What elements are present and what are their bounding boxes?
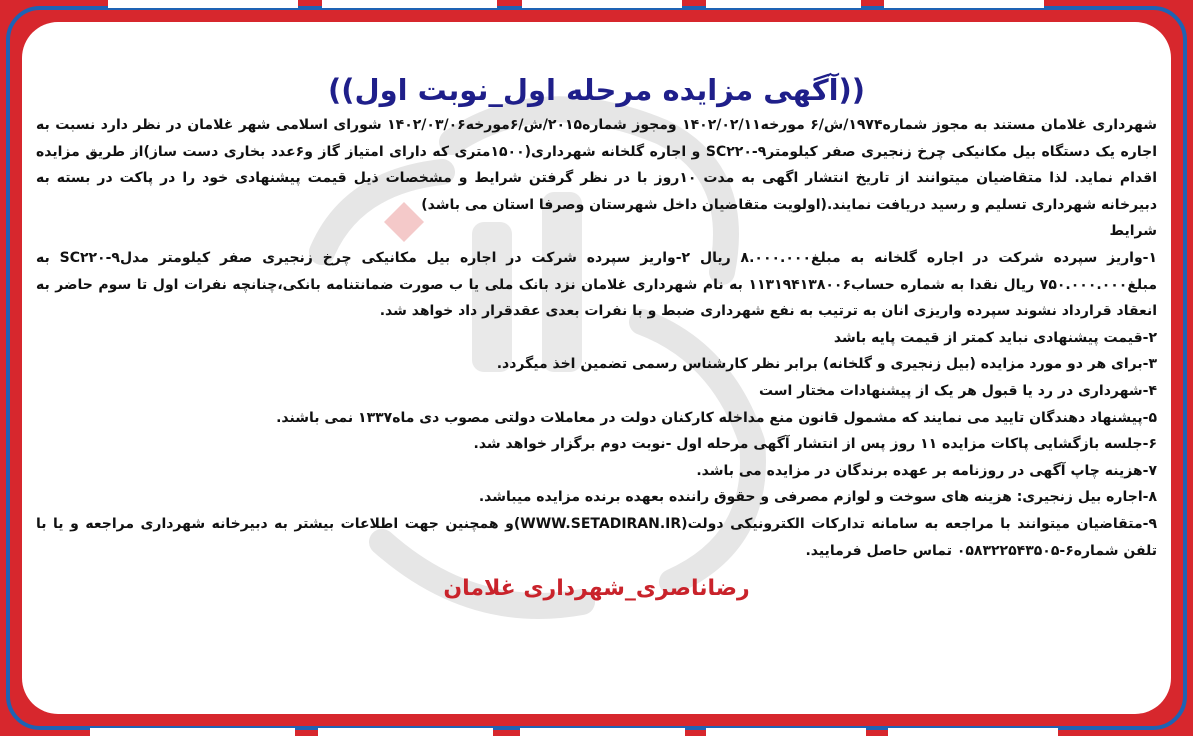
- frame-tab: [884, 0, 1044, 8]
- frame-tab: [108, 0, 298, 8]
- condition-item: ۳-برای هر دو مورد مزایده (بیل زنجیری و گلخانه) برابر نظر کارشناس رسمی تضمین اخذ میگردد.: [496, 356, 1157, 373]
- frame-tab: [706, 728, 866, 736]
- condition-item: ۷-هزینه چاپ آگهی در روزنامه بر عهده برندگان در مزایده می باشد.: [696, 462, 1157, 479]
- conditions-heading: شرایط: [1109, 223, 1157, 240]
- frame-tab: [706, 0, 861, 8]
- condition-item: ۶-جلسه بازگشایی پاکات مزایده ۱۱ روز پس از انتشار آگهی مرحله اول -نوبت دوم برگزار خواهد شد.: [473, 436, 1157, 453]
- frame-tab: [888, 728, 1058, 736]
- notice-intro: شهرداری غلامان مستند به مجوز شماره۱۹۷۴/ش/۶ مورخه۱۴۰۲/۰۲/۱۱ ومجوز شماره۲۰۱۵/ش/۶مورخه۱۴۰۲/۰۳/۰۶ شورای اسلامی شهر غلامان در نظر دارد نسبت به اجاره یک دستگاه بیل مکانیکی چرخ زنجیری صفر کیلومتر۹-SC۲۲۰ و اجاره گلخانه شهرداری(۱۵۰۰متری که دارای امتیاز گاز و۶عدد بخاری دست ساز)از طریق مزایده اقدام نماید. لذا متقاضیان میتوانند از تاریخ انتشار اگهی به مدت ۱۰روز با در نظر گرفتن شرایط و مشخصات ذیل قیمت پیشنهادی خود را در پاکت در بسته به دبیرخانه شهرداری تسلیم و رسید دریافت نمایند.(اولویت متقاضیان داخل شهرستان وصرفا استان می باشد): [36, 117, 1158, 213]
- frame-tab: [520, 728, 685, 736]
- condition-item: ۱-واریز سپرده شرکت در اجاره گلخانه به مبلغ۸.۰۰۰.۰۰۰ ریال ۲-واریز سپرده شرکت در اجاره بیل مکانیکی چرخ زنجیری صفر کیلومتر مدل۹-SC۲۲۰ به مبلغ۷۵۰.۰۰۰.۰۰۰ ریال نقدا به شماره حساب۱۱۳۱۹۴۱۳۸۰۰۶ به نام شهرداری غلامان نزد بانک ملی یا ب صورت ضمانتنامه بانکی،چنانچه نفرات اول تا سوم حاضر به انعقاد قرارداد نشوند سپرده واریزی انان به ترتیب به نفع شهرداری ضبط و با نفرات بعدی عقدقرار داد خواهد شد.: [36, 249, 1158, 320]
- frame-tab: [90, 728, 295, 736]
- notice-signature: رضاناصری_شهرداری غلامان: [443, 576, 750, 602]
- frame-tab: [522, 0, 682, 8]
- condition-item: ۹-متقاضیان میتوانند با مراجعه به سامانه تدارکات الکترونیکی دولت(WWW.SETADIRAN.IR)و همچنین جهت اطلاعات بیشتر به دبیرخانه شهرداری مراجعه و یا با تلفن شماره۶-۰۵۸۳۲۲۵۴۳۵۰۵ تماس حاصل فرمایید.: [36, 515, 1157, 559]
- condition-item: ۵-پیشنهاد دهندگان تایید می نمایند که مشمول قانون منع مداخله کارکنان دولت در معاملات دولتی مصوب دی ماه۱۳۳۷ نمی باشند.: [276, 409, 1157, 426]
- condition-item: ۴-شهرداری در رد یا قبول هر یک از پیشنهادات مختار است: [758, 382, 1157, 399]
- notice-content: [36, 70, 1157, 606]
- frame-tab: [322, 0, 497, 8]
- condition-item: ۸-اجاره بیل زنجیری: هزینه های سوخت و لوازم مصرفی و حقوق راننده بعهده برنده مزایده میباشد.: [478, 489, 1157, 506]
- notice-title: ((آگهی مزایده مرحله اول_نوبت اول)): [327, 73, 866, 107]
- frame-tab: [318, 728, 493, 736]
- notice-paper: [22, 22, 1171, 714]
- condition-item: ۲-قیمت پیشنهادی نباید کمتر از قیمت پایه باشد: [833, 329, 1157, 346]
